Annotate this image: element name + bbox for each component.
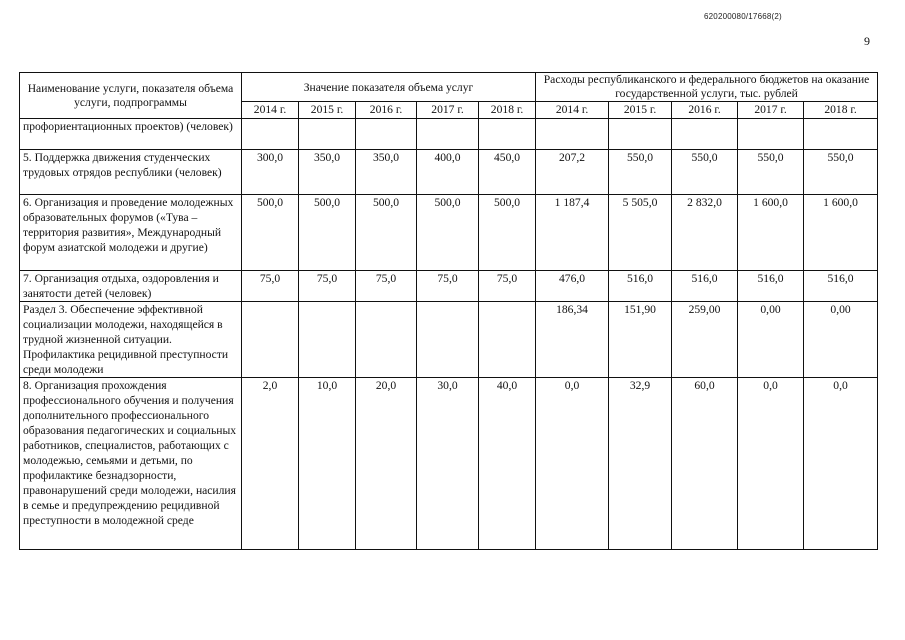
- row-name: 8. Организация прохождения профессионального обучения и получения дополнительного профессионального образования педагогических и социальных работников, специалистов, работающих с молодежью, семьями и детьми, по профилактике безнадзорности, правонарушений среди молодежи, насилия в семье и предупреждению рецидивной преступности в молодежной среде: [20, 378, 242, 550]
- row-value-cell: 516,0: [804, 271, 878, 302]
- row-value-cell: [738, 119, 804, 150]
- row-value-cell: 500,0: [356, 195, 417, 271]
- row-value-cell: [299, 119, 356, 150]
- year-header-1: 2015 г.: [299, 102, 356, 119]
- row-value-cell: 1 600,0: [804, 195, 878, 271]
- year-header-2: 2016 г.: [356, 102, 417, 119]
- table-row: [20, 271, 878, 302]
- row-value-cell: 5 505,0: [609, 195, 672, 271]
- row-value-cell: 550,0: [609, 150, 672, 195]
- row-value-cell: 500,0: [479, 195, 536, 271]
- row-value-cell: 207,2: [536, 150, 609, 195]
- row-value-cell: [479, 302, 536, 378]
- row-value-cell: 0,0: [536, 378, 609, 550]
- year-header-4: 2018 г.: [479, 102, 536, 119]
- services-table: [19, 72, 878, 550]
- row-value-cell: 0,00: [738, 302, 804, 378]
- row-value-cell: 75,0: [242, 271, 299, 302]
- year-header-5: 2014 г.: [536, 102, 609, 119]
- row-value-cell: 75,0: [417, 271, 479, 302]
- row-value-cell: 75,0: [356, 271, 417, 302]
- table-row: [20, 150, 878, 195]
- row-value-cell: 259,00: [672, 302, 738, 378]
- row-value-cell: [536, 119, 609, 150]
- row-value-cell: 350,0: [299, 150, 356, 195]
- row-value-cell: 550,0: [804, 150, 878, 195]
- row-value-cell: 350,0: [356, 150, 417, 195]
- row-value-cell: 2 832,0: [672, 195, 738, 271]
- row-value-cell: 300,0: [242, 150, 299, 195]
- table-row: [20, 119, 878, 150]
- row-value-cell: 75,0: [479, 271, 536, 302]
- row-value-cell: 0,00: [804, 302, 878, 378]
- row-value-cell: 10,0: [299, 378, 356, 550]
- row-name: Раздел 3. Обеспечение эффективной социализации молодежи, находящейся в трудной жизненной ситуации. Профилактика рецидивной преступности среди молодежи: [20, 302, 242, 378]
- year-header-6: 2015 г.: [609, 102, 672, 119]
- row-value-cell: 550,0: [738, 150, 804, 195]
- row-value-cell: 151,90: [609, 302, 672, 378]
- row-value-cell: [672, 119, 738, 150]
- row-value-cell: 1 187,4: [536, 195, 609, 271]
- row-value-cell: 516,0: [672, 271, 738, 302]
- table-row: [20, 378, 878, 550]
- header-indicator-values: Значение показателя объема услуг: [242, 73, 536, 102]
- row-value-cell: 30,0: [417, 378, 479, 550]
- row-value-cell: 60,0: [672, 378, 738, 550]
- year-header-9: 2018 г.: [804, 102, 878, 119]
- row-value-cell: 400,0: [417, 150, 479, 195]
- row-value-cell: [242, 302, 299, 378]
- table-row: [20, 195, 878, 271]
- header-service-name: Наименование услуги, показателя объема услуги, подпрограммы: [20, 73, 242, 119]
- document-code: 620200080/17668(2): [704, 12, 782, 21]
- year-header-0: 2014 г.: [242, 102, 299, 119]
- row-value-cell: [479, 119, 536, 150]
- row-value-cell: [242, 119, 299, 150]
- row-value-cell: 75,0: [299, 271, 356, 302]
- row-value-cell: [356, 302, 417, 378]
- row-value-cell: 0,0: [804, 378, 878, 550]
- row-value-cell: 1 600,0: [738, 195, 804, 271]
- row-name: профориентационных проектов) (человек): [20, 119, 242, 150]
- table-body: [20, 119, 878, 550]
- row-value-cell: 500,0: [299, 195, 356, 271]
- row-value-cell: [804, 119, 878, 150]
- page-number: 9: [864, 34, 870, 48]
- year-header-7: 2016 г.: [672, 102, 738, 119]
- row-value-cell: 476,0: [536, 271, 609, 302]
- row-name: 7. Организация отдыха, оздоровления и занятости детей (человек): [20, 271, 242, 302]
- row-value-cell: 516,0: [609, 271, 672, 302]
- row-value-cell: [417, 302, 479, 378]
- row-value-cell: 450,0: [479, 150, 536, 195]
- row-value-cell: 516,0: [738, 271, 804, 302]
- row-value-cell: 0,0: [738, 378, 804, 550]
- row-value-cell: 40,0: [479, 378, 536, 550]
- row-value-cell: 550,0: [672, 150, 738, 195]
- year-header-3: 2017 г.: [417, 102, 479, 119]
- row-value-cell: 32,9: [609, 378, 672, 550]
- year-header-8: 2017 г.: [738, 102, 804, 119]
- row-value-cell: [417, 119, 479, 150]
- row-value-cell: 2,0: [242, 378, 299, 550]
- header-budget-expenses: Расходы республиканского и федерального бюджетов на оказание государственной услуги, тыс. рублей: [536, 73, 878, 102]
- row-value-cell: 500,0: [417, 195, 479, 271]
- row-value-cell: 186,34: [536, 302, 609, 378]
- table-row: [20, 302, 878, 378]
- row-name: 5. Поддержка движения студенческих трудовых отрядов республики (человек): [20, 150, 242, 195]
- row-value-cell: 20,0: [356, 378, 417, 550]
- row-value-cell: [356, 119, 417, 150]
- row-value-cell: [609, 119, 672, 150]
- row-value-cell: 500,0: [242, 195, 299, 271]
- row-value-cell: [299, 302, 356, 378]
- row-name: 6. Организация и проведение молодежных образовательных форумов («Тува – территория развития», Международный форум азиатской молодежи и другие): [20, 195, 242, 271]
